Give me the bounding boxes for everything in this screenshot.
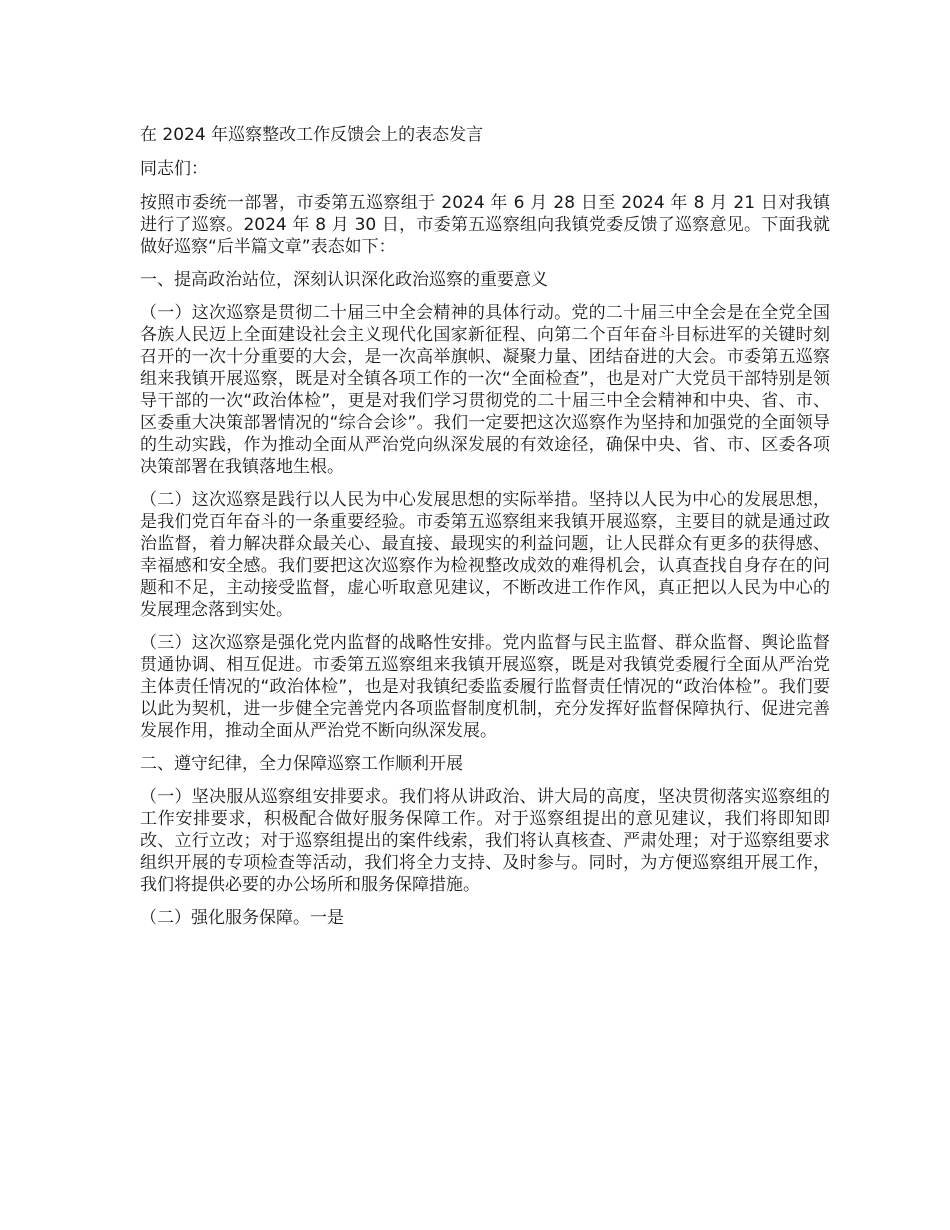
section2-paragraph-1: （一）坚决服从巡察组安排要求。我们将从讲政治、讲大局的高度，坚决贯彻落实巡察组的工作安排要求，积极配合做好服务保障工作。对于巡察组提出的意见建议，我们将即知即改、立行立改；对于巡察组提出的案件线索，我们将认真核查、严肃处理；对于巡察组要求组织开展的专项检查等活动，我们将全力支持、及时参与。同时，为方便巡察组开展工作，我们将提供必要的办公场所和服务保障措施。 <box>140 787 830 895</box>
document-title: 在 2024 年巡察整改工作反馈会上的表态发言 <box>140 125 484 145</box>
intro-paragraph: 按照市委统一部署，市委第五巡察组于 2024 年 6 月 28 日至 2024 年 8 月 21 日对我镇进行了巡察。2024 年 8 月 30 日，市委第五巡察组向我镇党委反馈了巡察意见。下面我就做好巡察“后半篇文章”表态如下： <box>140 193 830 257</box>
section-heading-1: 一、提高政治站位，深刻认识深化政治巡察的重要意义 <box>140 270 548 290</box>
salutation: 同志们： <box>140 159 208 179</box>
section1-paragraph-3: （三）这次巡察是强化党内监督的战略性安排。党内监督与民主监督、群众监督、舆论监督贯通协调、相互促进。市委第五巡察组来我镇开展巡察，既是对我镇党委履行全面从严治党主体责任情况的“政治体检”，也是对我镇纪委监委履行监督责任情况的“政治体检”。我们要以此为契机，进一步健全完善党内各项监督制度机制，充分发挥好监督保障执行、促进完善发展作用，推动全面从严治党不断向纵深发展。 <box>140 633 830 741</box>
section-heading-2: 二、遵守纪律，全力保障巡察工作顺利开展 <box>140 754 463 774</box>
section1-paragraph-2: （二）这次巡察是践行以人民为中心发展思想的实际举措。坚持以人民为中心的发展思想，是我们党百年奋斗的一条重要经验。市委第五巡察组来我镇开展巡察，主要目的就是通过政治监督，着力解决群众最关心、最直接、最现实的利益问题，让人民群众有更多的获得感、幸福感和安全感。我们要把这次巡察作为检视整改成效的难得机会，认真查找自身存在的问题和不足，主动接受监督，虚心听取意见建议，不断改进工作作风，真正把以人民为中心的发展理念落到实处。 <box>140 490 830 620</box>
section1-paragraph-1: （一）这次巡察是贯彻二十届三中全会精神的具体行动。党的二十届三中全会是在全党全国各族人民迈上全面建设社会主义现代化国家新征程、向第二个百年奋斗目标进军的关键时刻召开的一次十分重要的大会，是一次高举旗帜、凝聚力量、团结奋进的大会。市委第五巡察组来我镇开展巡察，既是对全镇各项工作的一次“全面检查”，也是对广大党员干部特别是领导干部的一次“政治体检”，更是对我们学习贯彻党的二十届三中全会精神和中央、省、市、区委重大决策部署情况的“综合会诊”。我们一定要把这次巡察作为坚持和加强党的全面领导的生动实践，作为推动全面从严治党向纵深发展的有效途径，确保中央、省、市、区委各项决策部署在我镇落地生根。 <box>140 303 830 477</box>
section2-paragraph-2: （二）强化服务保障。一是 <box>140 908 344 928</box>
document-body <box>140 124 830 940</box>
